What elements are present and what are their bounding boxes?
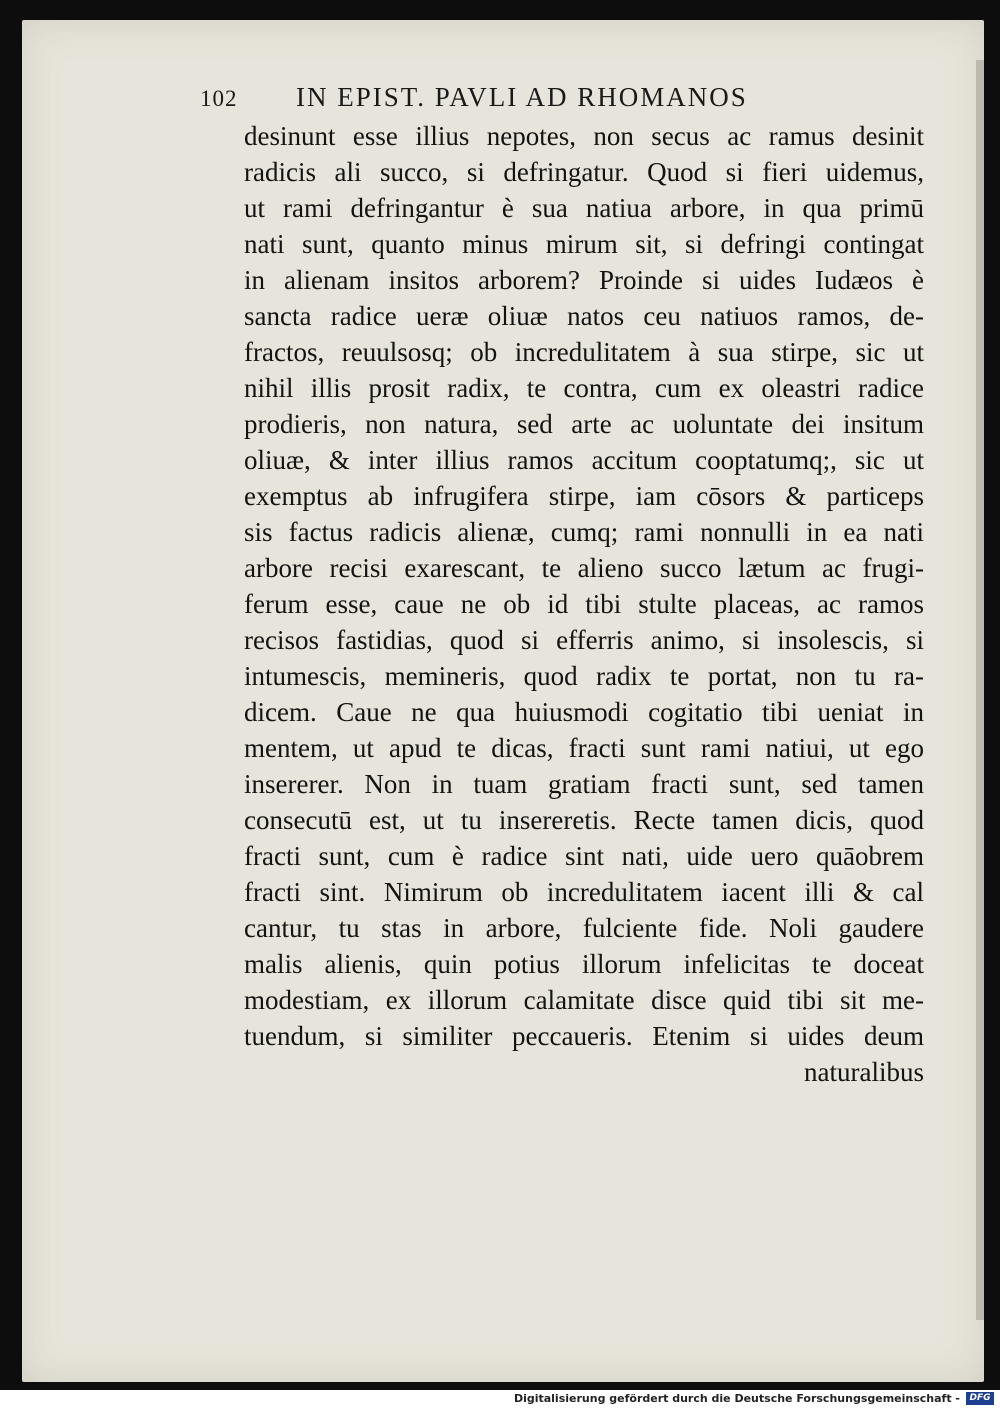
page-edge bbox=[976, 60, 984, 1320]
text-line: prodieris, non natura, sed arte ac uoluntate dei insitum bbox=[244, 409, 924, 439]
text-line: sis factus radicis alienæ, cumq; rami nonnulli in ea nati bbox=[244, 517, 924, 547]
text-line: exemptus ab infrugifera stirpe, iam cōsors & particeps bbox=[244, 481, 924, 511]
text-line: tuendum, si similiter peccaueris. Etenim si uides deum bbox=[244, 1021, 924, 1051]
text-line: fracti sunt, cum è radice sint nati, uide uero quāobrem bbox=[244, 841, 924, 871]
dfg-logo: DFG bbox=[966, 1392, 994, 1405]
text-line: dicem. Caue ne qua huiusmodi cogitatio tibi ueniat in bbox=[244, 697, 924, 727]
text-line: in alienam insitos arborem? Proinde si uides Iudæos è bbox=[244, 265, 924, 295]
text-line: recisos fastidias, quod si efferris animo, si insolescis, si bbox=[244, 625, 924, 655]
text-line: intumescis, memineris, quod radix te portat, non tu ra- bbox=[244, 661, 924, 691]
text-line: ferum esse, caue ne ob id tibi stulte placeas, ac ramos bbox=[244, 589, 924, 619]
text-line: cantur, tu stas in arbore, fulciente fide. Noli gaudere bbox=[244, 913, 924, 943]
catchword: naturalibus bbox=[804, 1057, 924, 1087]
text-line: nati sunt, quanto minus mirum sit, si defringi contingat bbox=[244, 229, 924, 259]
text-line: fracti sint. Nimirum ob incredulitatem iacent illi & cal bbox=[244, 877, 924, 907]
body-text bbox=[244, 118, 924, 1090]
text-line: nihil illis prosit radix, te contra, cum ex oleastri radice bbox=[244, 373, 924, 403]
text-line: fractos, reuulsosq; ob incredulitatem à sua stirpe, sic ut bbox=[244, 337, 924, 367]
funding-credit: Digitalisierung gefördert durch die Deutsche Forschungsgemeinschaft - bbox=[513, 1392, 960, 1405]
page-number: 102 bbox=[200, 86, 238, 111]
text-line: oliuæ, & inter illius ramos accitum cooptatumq;, sic ut bbox=[244, 445, 924, 475]
text-line: mentem, ut apud te dicas, fracti sunt rami natiui, ut ego bbox=[244, 733, 924, 763]
text-line: arbore recisi exarescant, te alieno succo lætum ac frugi- bbox=[244, 553, 924, 583]
text-line: malis alienis, quin potius illorum infelicitas te doceat bbox=[244, 949, 924, 979]
text-line: radicis ali succo, si defringatur. Quod si fieri uidemus, bbox=[244, 157, 924, 187]
text-line: modestiam, ex illorum calamitate disce quid tibi sit me- bbox=[244, 985, 924, 1015]
running-head: IN EPIST. PAVLI AD RHOMANOS bbox=[296, 82, 748, 112]
text-line: desinunt esse illius nepotes, non secus ac ramus desinit bbox=[244, 121, 924, 151]
text-line: consecutū est, ut tu insereretis. Recte tamen dicis, quod bbox=[244, 805, 924, 835]
text-line: insererer. Non in tuam gratiam fracti sunt, sed tamen bbox=[244, 769, 924, 799]
text-line: ut rami defringantur è sua natiua arbore, in qua primū bbox=[244, 193, 924, 223]
text-line: sancta radice ueræ oliuæ natos ceu natiuos ramos, de- bbox=[244, 301, 924, 331]
